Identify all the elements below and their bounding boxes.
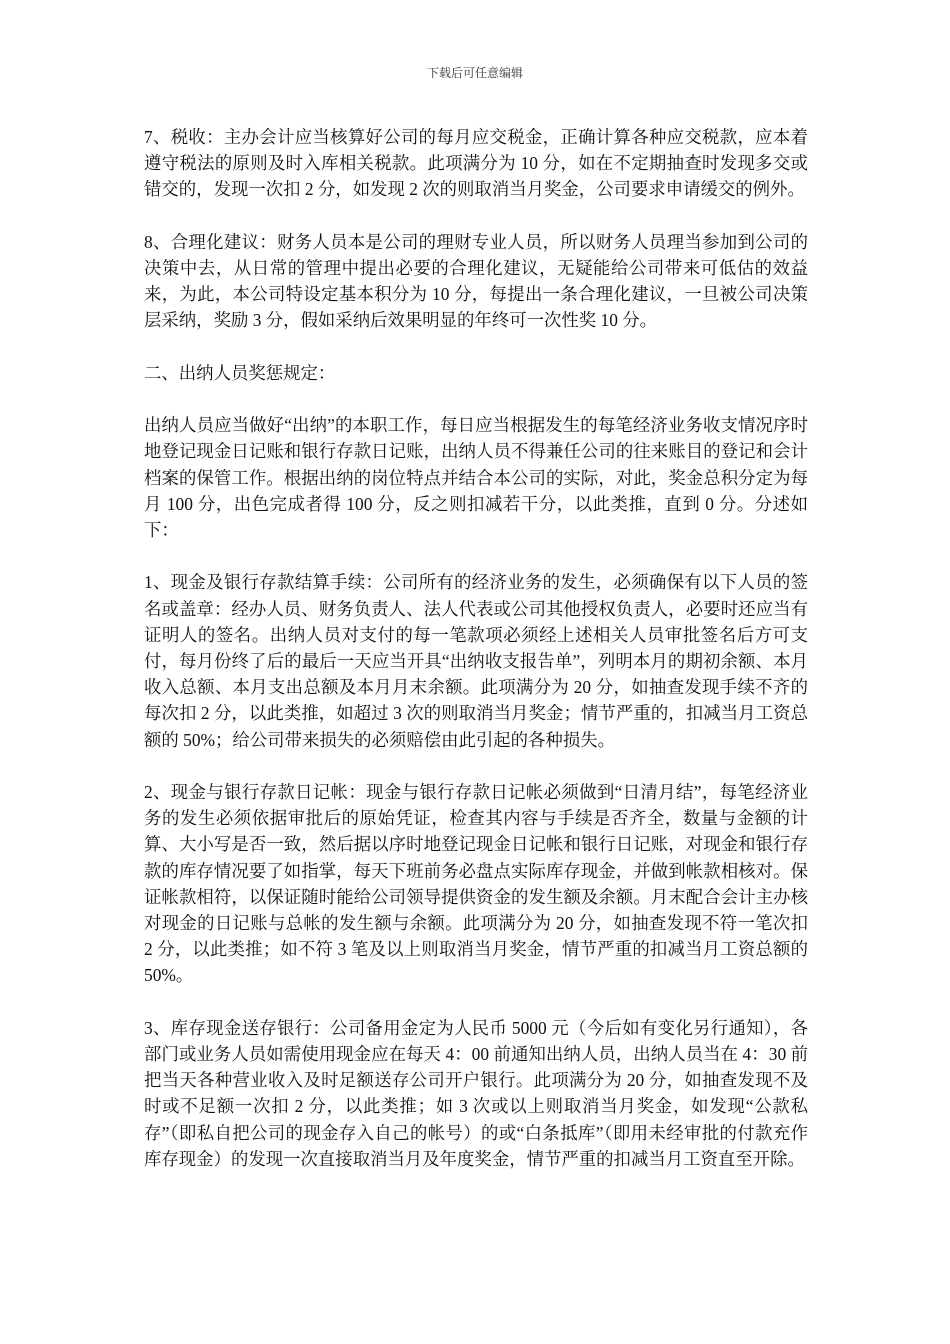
paragraph-tax: 7、税收：主办会计应当核算好公司的每月应交税金，正确计算各种应交税款，应本着遵守税法的原则及时入库相关税款。此项满分为 10 分，如在不定期抽查时发现多交或错交的，发现一次扣 2 分，如发现 2 次的则取消当月奖金，公司要求申请缓交的例外。 — [144, 127, 808, 200]
paragraph-deposit: 3、库存现金送存银行：公司备用金定为人民币 5000 元（今后如有变化另行通知），各部门或业务人员如需使用现金应在每天 4：00 前通知出纳人员，出纳人员当在 4：30 前把当天各种营业收入及时足额送存公司开户银行。此项满分为 20 分，如抽查发现不及时或不足额一次扣 2 分，以此类推；如 3 次或以上则取消当月奖金，如发现“公款私存”（即私自把公司的现金存入自己的帐号）的或“白条抵库”（即用未经审批的付款充作库存现金）的发现一次直接取消当月及年度奖金，情节严重的扣减当月工资直至开除。 — [144, 1017, 808, 1169]
paragraph-settlement: 1、现金及银行存款结算手续：公司所有的经济业务的发生，必须确保有以下人员的签名或盖章：经办人员、财务负责人、法人代表或公司其他授权负责人，必要时还应当有证明人的签名。出纳人员对支付的每一笔款项必须经上述相关人员审批签名后方可支付，每月份终了后的最后一天应当开具“出纳收支报告单”，列明本月的期初余额、本月收入总额、本月支出总额及本月月末余额。此项满分为 20 分，如抽查发现手续不齐的每次扣 2 分，以此类推，如超过 3 次的则取消当月奖金；情节严重的，扣减当月工资总额的 50%；给公司带来损失的必须赔偿由此引起的各种损失。 — [144, 572, 808, 750]
page-header: 下载后可任意编辑 — [426, 66, 523, 80]
paragraph-journal: 2、现金与银行存款日记帐：现金与银行存款日记帐必须做到“日清月结”，每笔经济业务的发生必须依据审批后的原始凭证，检查其内容与手续是否齐全，数量与金额的计算、大小写是否一致，然后据以序时地登记现金日记帐和银行日记账，对现金和银行存款的库存情况要了如指掌，每天下班前务必盘点实际库存现金，并做到帐款相核对。保证帐款相符，以保证随时能给公司领导提供资金的发生额及余额。月末配合会计主办核对现金的日记账与总帐的发生额与余额。此项满分为 20 分，如抽查发现不符一笔次扣 2 分，以此类推；如不符 3 笔及以上则取消当月奖金，情节严重的扣减当月工资总额的 50%。 — [144, 782, 808, 986]
document-body — [144, 124, 808, 1198]
paragraph-suggestion: 8、合理化建议：财务人员本是公司的理财专业人员，所以财务人员理当参加到公司的决策中去，从日常的管理中提出必要的合理化建议，无疑能给公司带来可低估的效益来，为此，本公司特设定基本积分为 10 分，每提出一条合理化建议，一旦被公司决策层采纳，奖励 3 分，假如采纳后效果明显的年终可一次性奖 10 分。 — [144, 231, 808, 331]
section-heading-cashier: 二、出纳人员奖惩规定： — [144, 362, 336, 383]
paragraph-cashier-intro: 出纳人员应当做好“出纳”的本职工作，每日应当根据发生的每笔经济业务收支情况序时地登记现金日记账和银行存款日记账，出纳人员不得兼任公司的往来账目的登记和会计档案的保管工作。根据出纳的岗位特点并结合本公司的实际，对此，奖金总积分定为每月 100 分，出色完成者得 100 分，反之则扣减若干分，以此类推，直到 0 分。分述如下： — [144, 415, 808, 540]
